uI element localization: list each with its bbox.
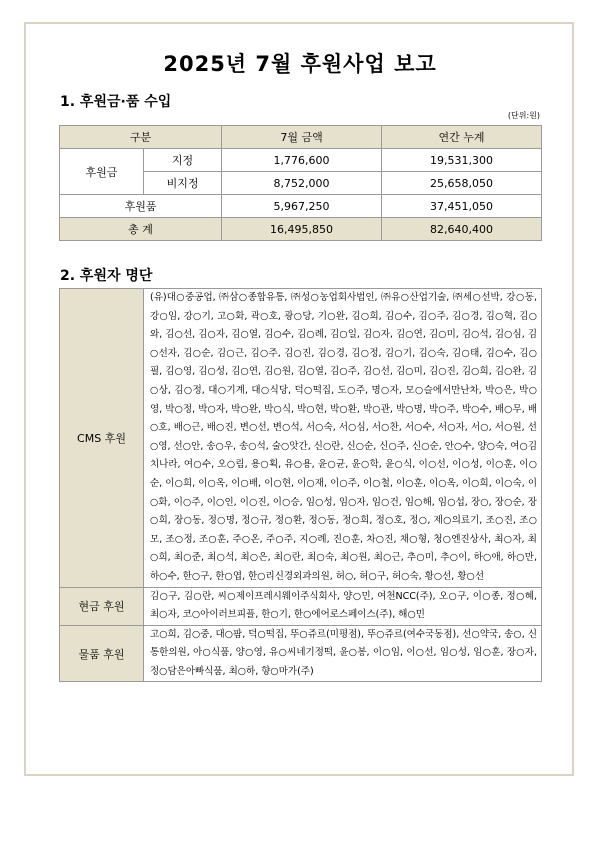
row-sub-label: 지정: [144, 149, 222, 172]
group-names-cash: 김○구, 김○란, 씨○제이프레시웨이주식회사, 양○민, 여천NCC(주), 오○구, 이○종, 정○혜, 최○자, 코○아이러브피플, 한○기, 한○에어로스페이스(주), 해○민: [144, 587, 542, 625]
table-row: [60, 149, 542, 172]
unit-label: (단위:원): [507, 111, 540, 120]
total-row: [60, 218, 542, 241]
group-names-goods: 고○희, 김○중, 대○팜, 덕○떡집, 뚜○쥬르(미평점), 뚜○쥬르(여수국동점), 선○약국, 송○, 신통한의원, 아○식품, 양○영, 유○씨네기정떡, 윤○봉, 이○임, 이○선, 임○성, 임○훈, 장○자, 정○담은아빠식품, 최○하, 향○마가(주): [144, 625, 542, 682]
total-label: 총 계: [60, 218, 222, 241]
goods-year-value: 37,451,050: [382, 195, 542, 218]
row-year-value: 19,531,300: [382, 149, 542, 172]
total-month-value: 16,495,850: [222, 218, 382, 241]
total-year-value: 82,640,400: [382, 218, 542, 241]
donor-group-row: [60, 289, 542, 588]
group-label-goods: 물품 후원: [60, 625, 144, 682]
row-month-value: 8,752,000: [222, 172, 382, 195]
goods-label: 후원품: [60, 195, 222, 218]
row-month-value: 1,776,600: [222, 149, 382, 172]
group-names-cms: (유)대○중공업, ㈜삼○종합유통, ㈜성○농업회사법인, ㈜유○산업기술, ㈜세○선박, 강○동, 강○임, 강○기, 고○화, 곽○호, 광○당, 기○완, 김○희, 김○수, 김○주, 김○경, 김○혁, 김○와, 김○선, 김○자, 김○열, 김○수, 김○례, 김○일, 김○자, 김○연, 김○미, 김○석, 김○심, 김○선자, 김○순, 김○근, 김○주, 김○진, 김○경, 김○정, 김○기, 김○숙, 김○태, 김○수, 김○필, 김○영, 김○성, 김○연, 김○원, 김○열, 김○주, 김○선, 김○미, 김○진, 김○희, 김○완, 김○상, 김○정, 대○기계, 대○식당, 덕○떡집, 도○주, 명○자, 모○슬에서만난차, 박○은, 박○영, 박○정, 박○자, 박○완, 박○식, 박○현, 박○환, 박○관, 박○명, 박○주, 박○수, 배○무, 배○호, 배○근, 배○진, 변○선, 변○석, 서○숙, 서○심, 서○찬, 서○수, 서○자, 서○, 서○원, 선○영, 선○안, 송○우, 송○석, 술○앗간, 신○란, 신○순, 신○주, 신○순, 안○수, 양○숙, 여○김치나라, 여○수, 오○림, 용○획, 유○용, 윤○균, 윤○학, 윤○식, 이○선, 이○성, 이○훈, 이○순, 이○희, 이○옥, 이○배, 이○현, 이○재, 이○주, 이○철, 이○훈, 이○옥, 이○희, 이○숙, 이○화, 이○주, 이○인, 이○진, 이○승, 임○성, 임○자, 임○건, 임○해, 임○섭, 장○, 장○순, 장○희, 장○동, 정○명, 정○규, 정○환, 정○동, 정○희, 정○호, 정○, 제○의료기, 조○진, 조○모, 조○정, 조○훈, 주○온, 주○주, 지○례, 진○훈, 차○진, 채○형, 청○엔진상사, 최○자, 최○희, 최○준, 최○석, 최○은, 최○란, 최○숙, 최○원, 최○근, 추○미, 추○이, 하○애, 하○만, 하○수, 한○구, 한○엽, 한○리신경외과의원, 허○, 허○구, 허○숙, 황○선, 황○선: [144, 289, 542, 588]
section-heading-donors: 2. 후원자 명단: [60, 268, 153, 284]
goods-month-value: 5,967,250: [222, 195, 382, 218]
header-year: 연간 누계: [382, 126, 542, 149]
donor-table: [59, 288, 542, 682]
group-label-cms: CMS 후원: [60, 289, 144, 588]
section-heading-income: 1. 후원금·품 수입: [60, 94, 172, 110]
table-row: [60, 195, 542, 218]
table-header-row: [60, 126, 542, 149]
page-title: 2025년 7월 후원사업 보고: [163, 52, 437, 76]
group-label-cash: 현금 후원: [60, 587, 144, 625]
header-month: 7월 금액: [222, 126, 382, 149]
row-sub-label: 비지정: [144, 172, 222, 195]
income-table: [59, 125, 542, 241]
donor-group-row: [60, 587, 542, 625]
donor-group-row: [60, 625, 542, 682]
header-category: 구분: [60, 126, 222, 149]
row-year-value: 25,658,050: [382, 172, 542, 195]
donation-label: 후원금: [60, 149, 144, 195]
